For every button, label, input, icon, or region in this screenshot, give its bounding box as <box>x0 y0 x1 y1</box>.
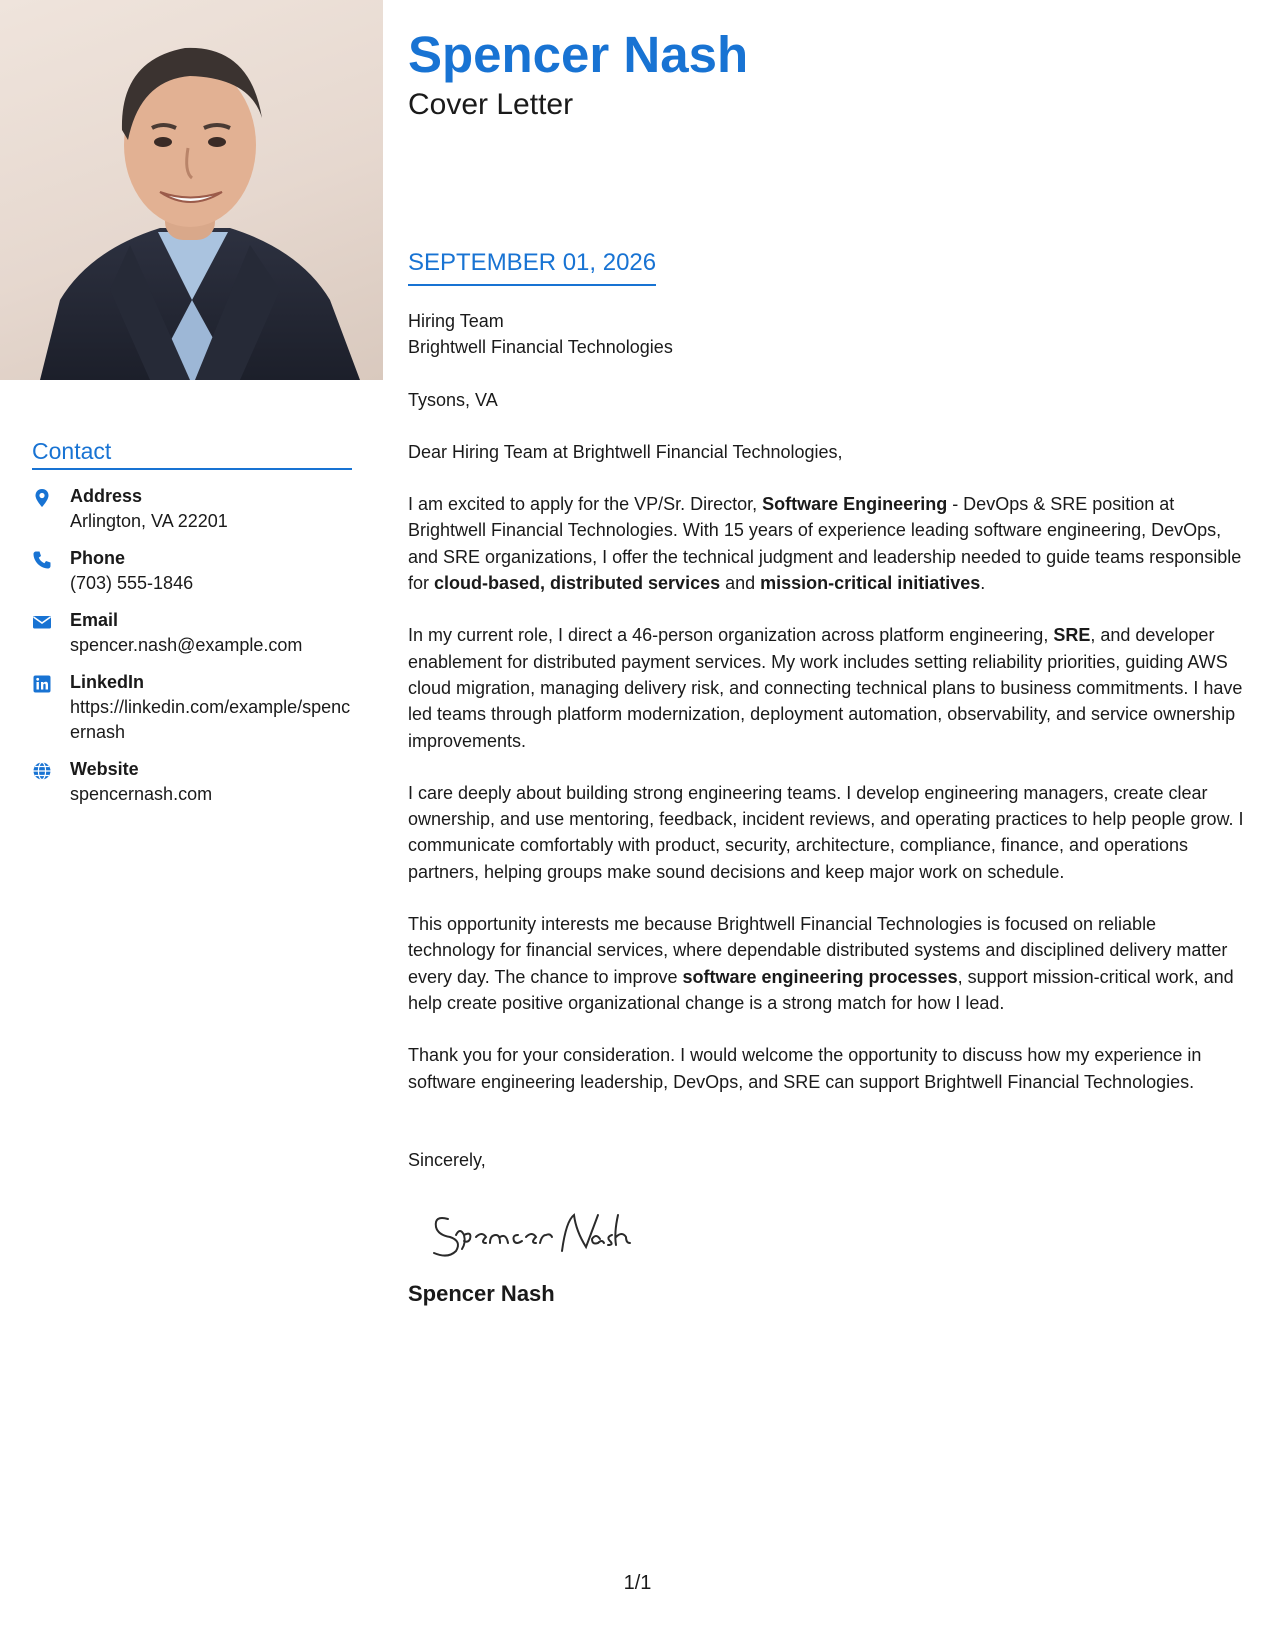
paragraph-1-text-a: I am excited to apply for the VP/Sr. Director, <box>408 494 763 515</box>
author-name: Spencer Nash <box>408 26 749 83</box>
contact-item-email <box>32 608 352 658</box>
recipient-location: Tysons, VA <box>408 389 498 410</box>
globe-icon <box>32 757 70 807</box>
map-pin-icon <box>32 484 70 534</box>
address-value: Arlington, VA 22201 <box>70 511 228 531</box>
paragraph-1-text-c: - DevOps & SRE position at Brightwell Financial Technologies. With 15 years of experience leading software engineering, DevOps, and SRE organizations, I offer the technical judgment and leadership needed to guide teams responsible for <box>408 494 1242 594</box>
contact-heading: Contact <box>32 438 352 470</box>
paragraph-1-bold-f: mission-critical initiatives <box>760 573 981 594</box>
contact-item-address <box>32 484 352 534</box>
closing: Sincerely, <box>408 1149 486 1170</box>
linkedin-icon <box>32 670 70 745</box>
phone-icon <box>32 546 70 596</box>
paragraph-1-text-g: . <box>980 573 986 594</box>
paragraph-2-text-a: In my current role, I direct a 46-person organization across platform engineering, <box>408 625 1054 646</box>
contact-item-phone <box>32 546 352 596</box>
linkedin-link[interactable]: https://linkedin.com/example/spencernash <box>70 697 351 742</box>
document-subtitle: Cover Letter <box>408 88 574 121</box>
profile-photo <box>0 0 383 380</box>
phone-label: Phone <box>70 548 126 568</box>
paragraph-4-bold-b: software engineering processes <box>682 966 958 987</box>
paragraph-4 <box>408 911 1248 1016</box>
email-link[interactable]: spencer.nash@example.com <box>70 635 303 655</box>
recipient-line-1: Hiring Team <box>408 311 504 331</box>
paragraph-3: I care deeply about building strong engineering teams. I develop engineering managers, create clear ownership, and use mentoring, feedback, incident reviews, and operating practices to help people grow. I communicate comfortably with product, security, architecture, compliance, finance, and operations partners, helping groups make sound decisions and keep major work on schedule. <box>408 782 1244 882</box>
paragraph-5: Thank you for your consideration. I would welcome the opportunity to discuss how my experience in software engineering leadership, DevOps, and SRE can support Brightwell Financial Technologies. <box>408 1045 1202 1092</box>
website-link[interactable]: spencernash.com <box>70 784 213 804</box>
website-label: Website <box>70 759 139 779</box>
paragraph-2 <box>408 622 1248 753</box>
envelope-icon <box>32 608 70 658</box>
contact-list <box>32 484 352 807</box>
paragraph-1-bold-d: cloud-based, distributed services <box>434 573 721 594</box>
phone-value[interactable]: (703) 555-1846 <box>70 573 194 593</box>
recipient-line-2: Brightwell Financial Technologies <box>408 337 673 358</box>
signature-image <box>426 1201 1248 1263</box>
contact-item-linkedin <box>32 670 352 745</box>
contact-sidebar <box>32 438 352 819</box>
portrait-illustration <box>0 0 383 380</box>
letter-date: SEPTEMBER 01, 2026 <box>408 248 656 286</box>
email-label: Email <box>70 610 119 630</box>
letter-main <box>408 0 1248 1307</box>
paragraph-2-bold-b: SRE <box>1053 625 1091 646</box>
page-number: 1/1 <box>623 1572 652 1594</box>
paragraph-4-text-c: , support mission-critical work, and help create positive organizational change is a strong match for how I lead. <box>408 966 1234 1013</box>
paragraph-2-text-c: , and developer enablement for distributed payment services. My work includes setting reliability priorities, guiding AWS cloud migration, managing delivery risk, and connecting technical plans to business commitments. I have led teams through platform modernization, deployment automation, observability, and service ownership improvements. <box>408 625 1243 751</box>
paragraph-1 <box>408 491 1248 596</box>
paragraph-1-text-e: and <box>720 573 761 594</box>
paragraph-1-bold-b: Software Engineering <box>762 494 948 515</box>
address-label: Address <box>70 486 143 506</box>
letter-body <box>408 308 1248 1307</box>
signature-name: Spencer Nash <box>408 1281 555 1307</box>
salutation: Dear Hiring Team at Brightwell Financial Technologies, <box>408 441 843 462</box>
contact-item-website <box>32 757 352 807</box>
paragraph-4-text-a: This opportunity interests me because Brightwell Financial Technologies is focused on reliable technology for financial services, where dependable distributed systems and disciplined delivery matter every day. The chance to improve <box>408 914 1228 987</box>
linkedin-label: LinkedIn <box>70 672 145 692</box>
